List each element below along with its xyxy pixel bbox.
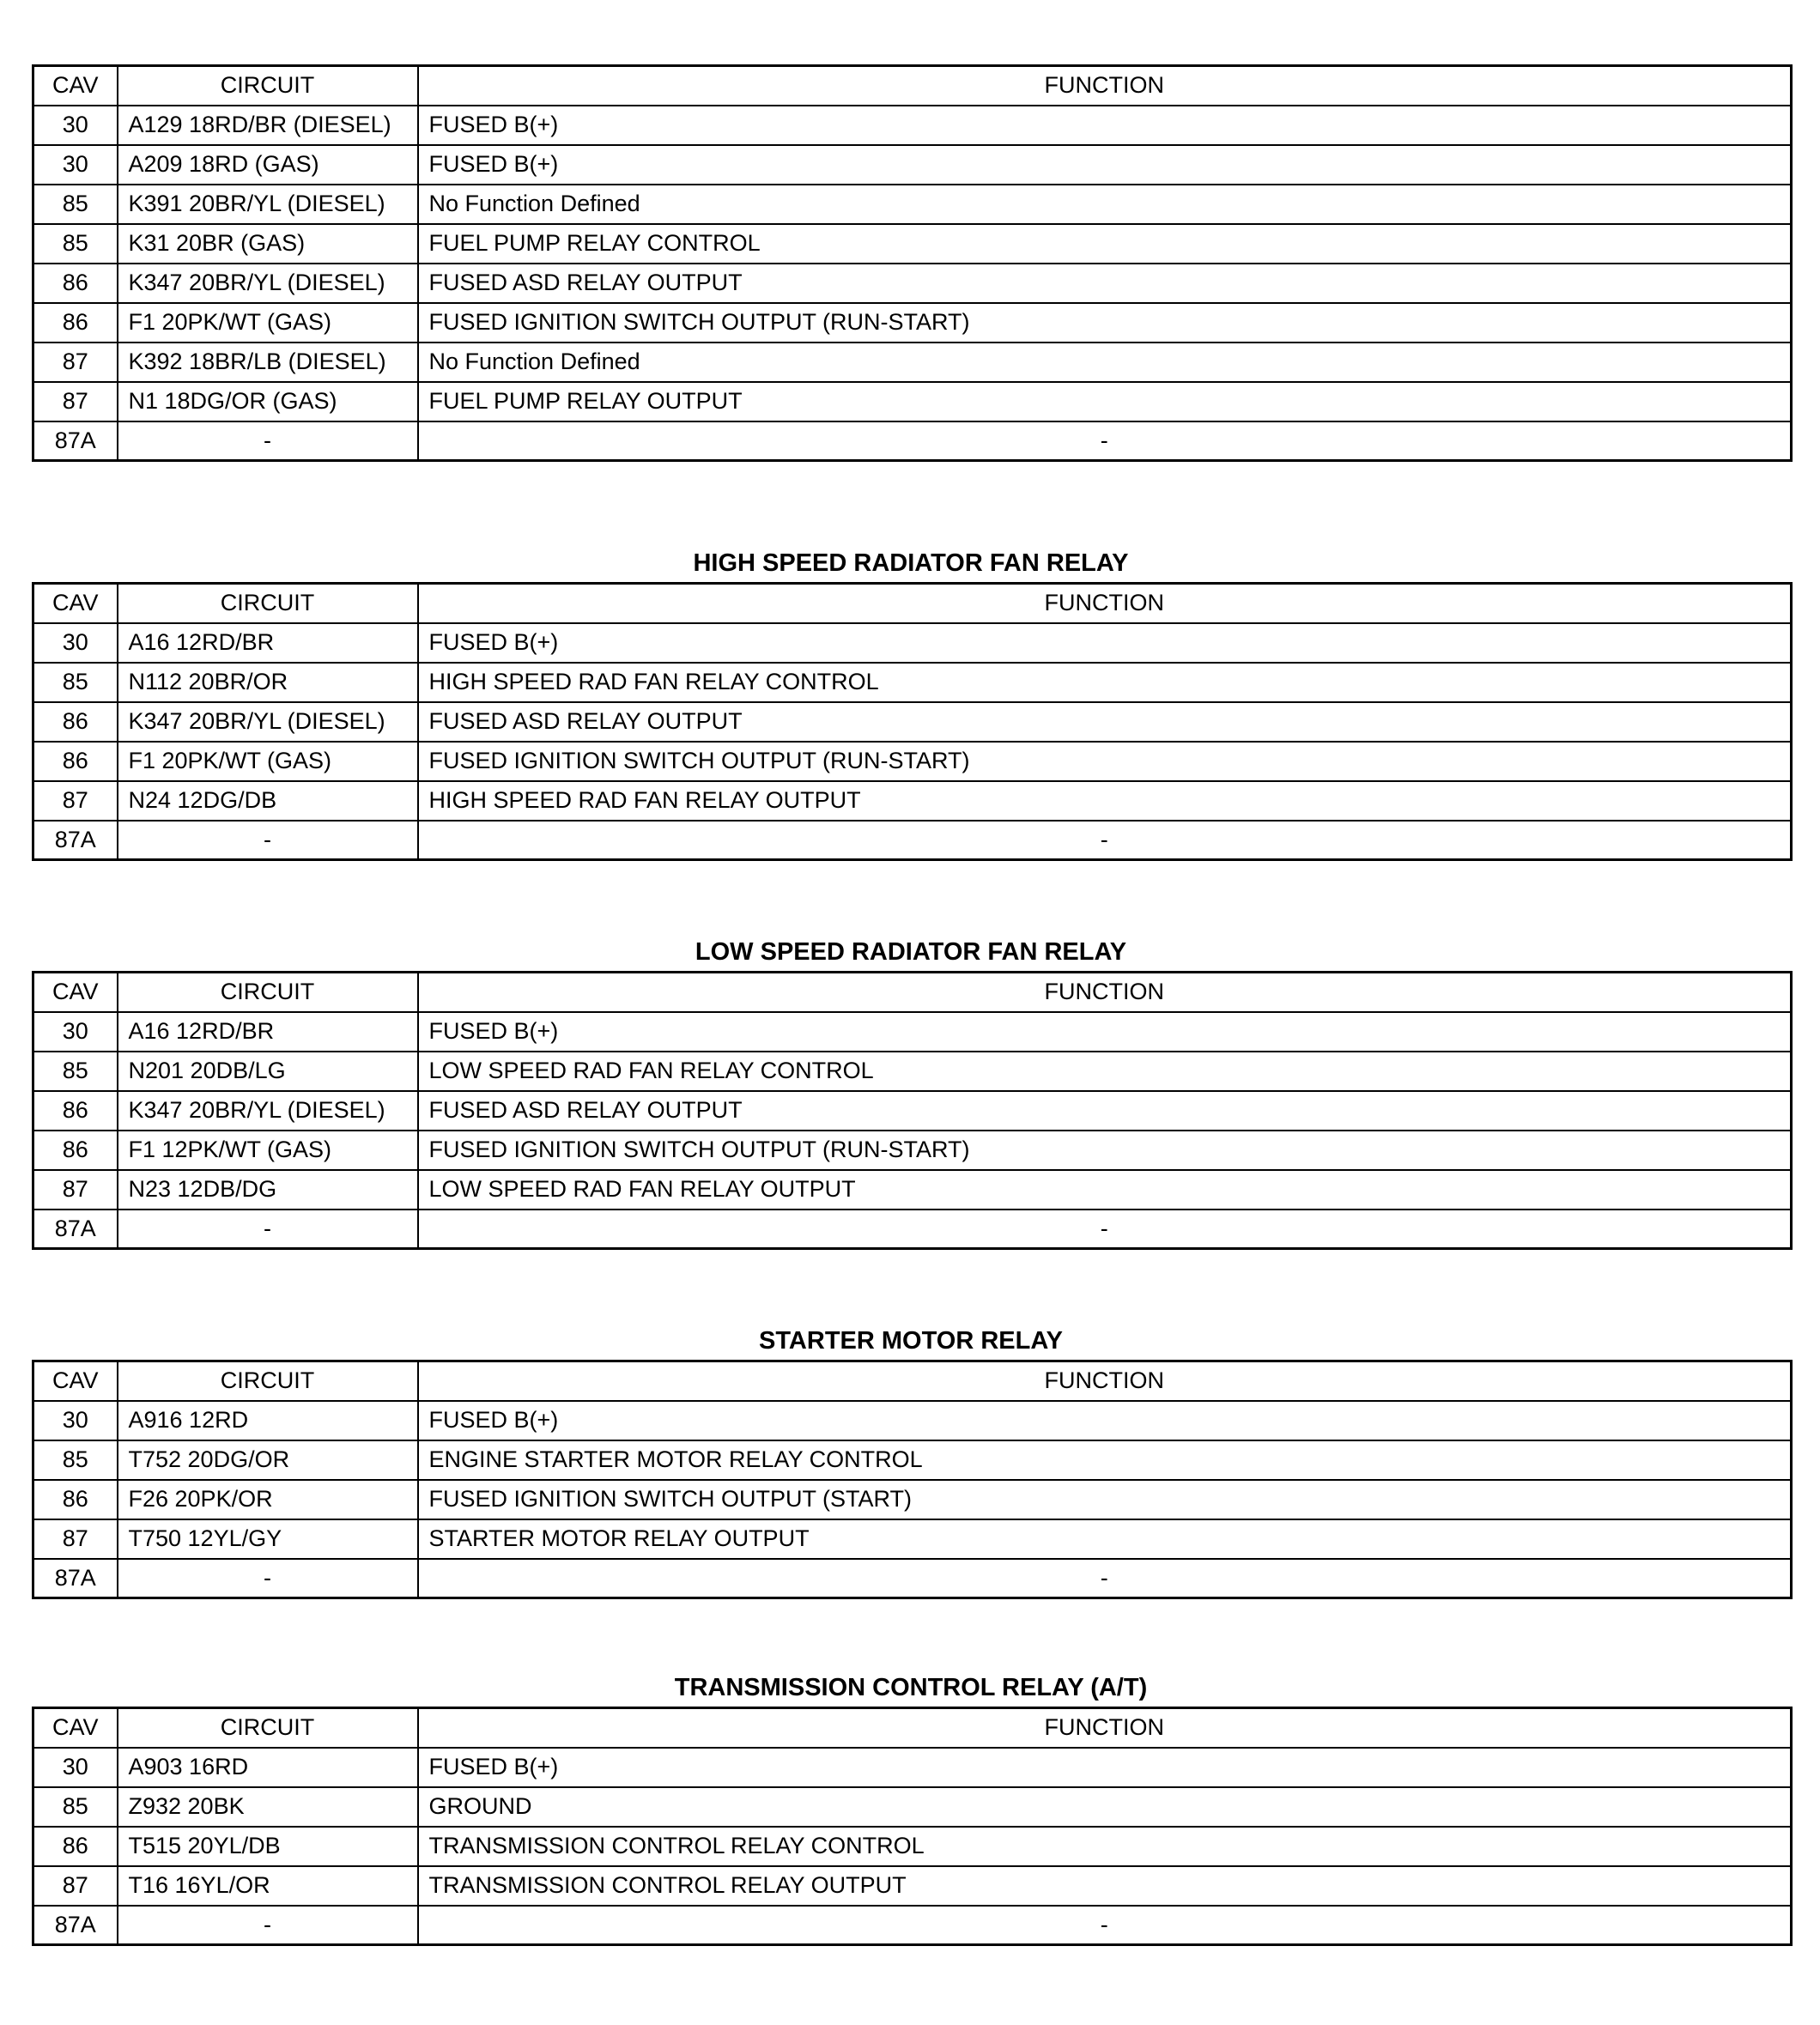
cav-header: CAV [33,1361,118,1401]
table-row [33,343,1792,382]
function-header: FUNCTION [418,66,1792,106]
table-row [33,623,1792,663]
circuit-cell: N1 18DG/OR (GAS) [118,382,418,421]
cav-cell: 86 [33,264,118,303]
cav-cell: 85 [33,1052,118,1091]
circuit-cell: - [118,1906,418,1945]
circuit-cell: A903 16RD [118,1748,418,1787]
table-row [33,145,1792,185]
table-row [33,382,1792,421]
cav-header: CAV [33,584,118,623]
cav-cell: 86 [33,742,118,781]
function-cell: ENGINE STARTER MOTOR RELAY CONTROL [418,1440,1792,1480]
section-title: HIGH SPEED RADIATOR FAN RELAY [693,549,1129,577]
section-title: STARTER MOTOR RELAY [759,1327,1063,1355]
circuit-cell: Z932 20BK [118,1787,418,1827]
circuit-cell: A16 12RD/BR [118,1012,418,1052]
function-header: FUNCTION [418,1708,1792,1748]
header-row [33,584,1792,623]
table-row [33,224,1792,264]
cav-cell: 30 [33,106,118,145]
cav-cell: 30 [33,1401,118,1440]
circuit-cell: A209 18RD (GAS) [118,145,418,185]
cav-cell: 87 [33,343,118,382]
function-cell: FUSED B(+) [418,145,1792,185]
cav-cell: 85 [33,1787,118,1827]
circuit-cell: F26 20PK/OR [118,1480,418,1519]
circuit-cell: F1 20PK/WT (GAS) [118,742,418,781]
function-cell: FUSED B(+) [418,623,1792,663]
function-cell: FUSED ASD RELAY OUTPUT [418,702,1792,742]
circuit-cell: N112 20BR/OR [118,663,418,702]
section-title: TRANSMISSION CONTROL RELAY (A/T) [674,1674,1148,1701]
table-row [33,821,1792,860]
function-cell: FUSED ASD RELAY OUTPUT [418,1091,1792,1131]
cav-cell: 86 [33,702,118,742]
table-row [33,303,1792,343]
cav-cell: 30 [33,623,118,663]
table-row [33,742,1792,781]
function-cell: FUSED IGNITION SWITCH OUTPUT (START) [418,1480,1792,1519]
cav-cell: 87 [33,1519,118,1559]
cav-header: CAV [33,973,118,1012]
cav-header: CAV [33,66,118,106]
function-cell: FUSED B(+) [418,1401,1792,1440]
circuit-cell: T16 16YL/OR [118,1866,418,1906]
cav-cell: 87A [33,1559,118,1598]
circuit-header: CIRCUIT [118,66,418,106]
function-cell: No Function Defined [418,343,1792,382]
circuit-cell: - [118,421,418,461]
circuit-cell: - [118,1559,418,1598]
cav-cell: 87 [33,1866,118,1906]
cav-cell: 87 [33,781,118,821]
circuit-header: CIRCUIT [118,584,418,623]
table-row [33,702,1792,742]
circuit-cell: - [118,1210,418,1249]
circuit-cell: K31 20BR (GAS) [118,224,418,264]
circuit-cell: N23 12DB/DG [118,1170,418,1210]
cav-cell: 30 [33,1012,118,1052]
function-cell: LOW SPEED RAD FAN RELAY OUTPUT [418,1170,1792,1210]
circuit-cell: T750 12YL/GY [118,1519,418,1559]
function-cell: FUSED IGNITION SWITCH OUTPUT (RUN-START) [418,303,1792,343]
function-cell: FUEL PUMP RELAY CONTROL [418,224,1792,264]
table-row [33,264,1792,303]
function-cell: No Function Defined [418,185,1792,224]
cav-cell: 86 [33,1091,118,1131]
circuit-cell: N24 12DG/DB [118,781,418,821]
cav-cell: 86 [33,1131,118,1170]
cav-cell: 87 [33,382,118,421]
function-cell: FUSED ASD RELAY OUTPUT [418,264,1792,303]
function-cell: FUSED IGNITION SWITCH OUTPUT (RUN-START) [418,742,1792,781]
table-row [33,1440,1792,1480]
circuit-cell: A16 12RD/BR [118,623,418,663]
function-cell: FUSED B(+) [418,1748,1792,1787]
circuit-cell: K347 20BR/YL (DIESEL) [118,702,418,742]
circuit-header: CIRCUIT [118,1361,418,1401]
table-row [33,1559,1792,1598]
table-row [33,1480,1792,1519]
circuit-cell: K392 18BR/LB (DIESEL) [118,343,418,382]
table-row [33,185,1792,224]
cav-cell: 87A [33,421,118,461]
pin-table [32,64,1793,462]
function-cell: TRANSMISSION CONTROL RELAY CONTROL [418,1827,1792,1866]
function-cell: - [418,1906,1792,1945]
function-cell: - [418,1210,1792,1249]
function-cell: FUSED B(+) [418,1012,1792,1052]
circuit-cell: T752 20DG/OR [118,1440,418,1480]
cav-cell: 87A [33,1210,118,1249]
function-cell: LOW SPEED RAD FAN RELAY CONTROL [418,1052,1792,1091]
circuit-header: CIRCUIT [118,1708,418,1748]
function-cell: HIGH SPEED RAD FAN RELAY CONTROL [418,663,1792,702]
cav-cell: 85 [33,1440,118,1480]
table-row [33,1906,1792,1945]
pin-table [32,971,1793,1250]
circuit-cell: A129 18RD/BR (DIESEL) [118,106,418,145]
function-cell: GROUND [418,1787,1792,1827]
circuit-cell: K391 20BR/YL (DIESEL) [118,185,418,224]
table-row [33,421,1792,461]
function-header: FUNCTION [418,584,1792,623]
table-row [33,1131,1792,1170]
table-row [33,1170,1792,1210]
function-cell: - [418,821,1792,860]
table-row [33,106,1792,145]
function-cell: HIGH SPEED RAD FAN RELAY OUTPUT [418,781,1792,821]
circuit-cell: K347 20BR/YL (DIESEL) [118,1091,418,1131]
table-row [33,781,1792,821]
table-row [33,1091,1792,1131]
table-row [33,1012,1792,1052]
table-row [33,1787,1792,1827]
pin-table [32,1360,1793,1599]
cav-cell: 87A [33,821,118,860]
cav-cell: 85 [33,663,118,702]
table-row [33,1827,1792,1866]
header-row [33,1361,1792,1401]
table-row [33,1519,1792,1559]
function-cell: FUSED B(+) [418,106,1792,145]
cav-cell: 85 [33,224,118,264]
cav-cell: 87A [33,1906,118,1945]
function-header: FUNCTION [418,1361,1792,1401]
circuit-cell: A916 12RD [118,1401,418,1440]
cav-cell: 86 [33,1480,118,1519]
function-cell: TRANSMISSION CONTROL RELAY OUTPUT [418,1866,1792,1906]
circuit-cell: F1 12PK/WT (GAS) [118,1131,418,1170]
cav-cell: 86 [33,1827,118,1866]
function-cell: - [418,1559,1792,1598]
circuit-cell: - [118,821,418,860]
header-row [33,973,1792,1012]
function-cell: FUSED IGNITION SWITCH OUTPUT (RUN-START) [418,1131,1792,1170]
function-header: FUNCTION [418,973,1792,1012]
cav-cell: 30 [33,145,118,185]
table-row [33,663,1792,702]
table-row [33,1748,1792,1787]
pin-table [32,582,1793,861]
header-row [33,1708,1792,1748]
header-row [33,66,1792,106]
cav-header: CAV [33,1708,118,1748]
table-row [33,1210,1792,1249]
table-row [33,1866,1792,1906]
cav-cell: 87 [33,1170,118,1210]
circuit-cell: F1 20PK/WT (GAS) [118,303,418,343]
function-cell: FUEL PUMP RELAY OUTPUT [418,382,1792,421]
cav-cell: 30 [33,1748,118,1787]
table-row [33,1401,1792,1440]
section-title: LOW SPEED RADIATOR FAN RELAY [695,938,1127,966]
circuit-cell: N201 20DB/LG [118,1052,418,1091]
function-cell: STARTER MOTOR RELAY OUTPUT [418,1519,1792,1559]
cav-cell: 86 [33,303,118,343]
table-row [33,1052,1792,1091]
pin-table [32,1707,1793,1946]
cav-cell: 85 [33,185,118,224]
circuit-cell: K347 20BR/YL (DIESEL) [118,264,418,303]
circuit-header: CIRCUIT [118,973,418,1012]
function-cell: - [418,421,1792,461]
circuit-cell: T515 20YL/DB [118,1827,418,1866]
